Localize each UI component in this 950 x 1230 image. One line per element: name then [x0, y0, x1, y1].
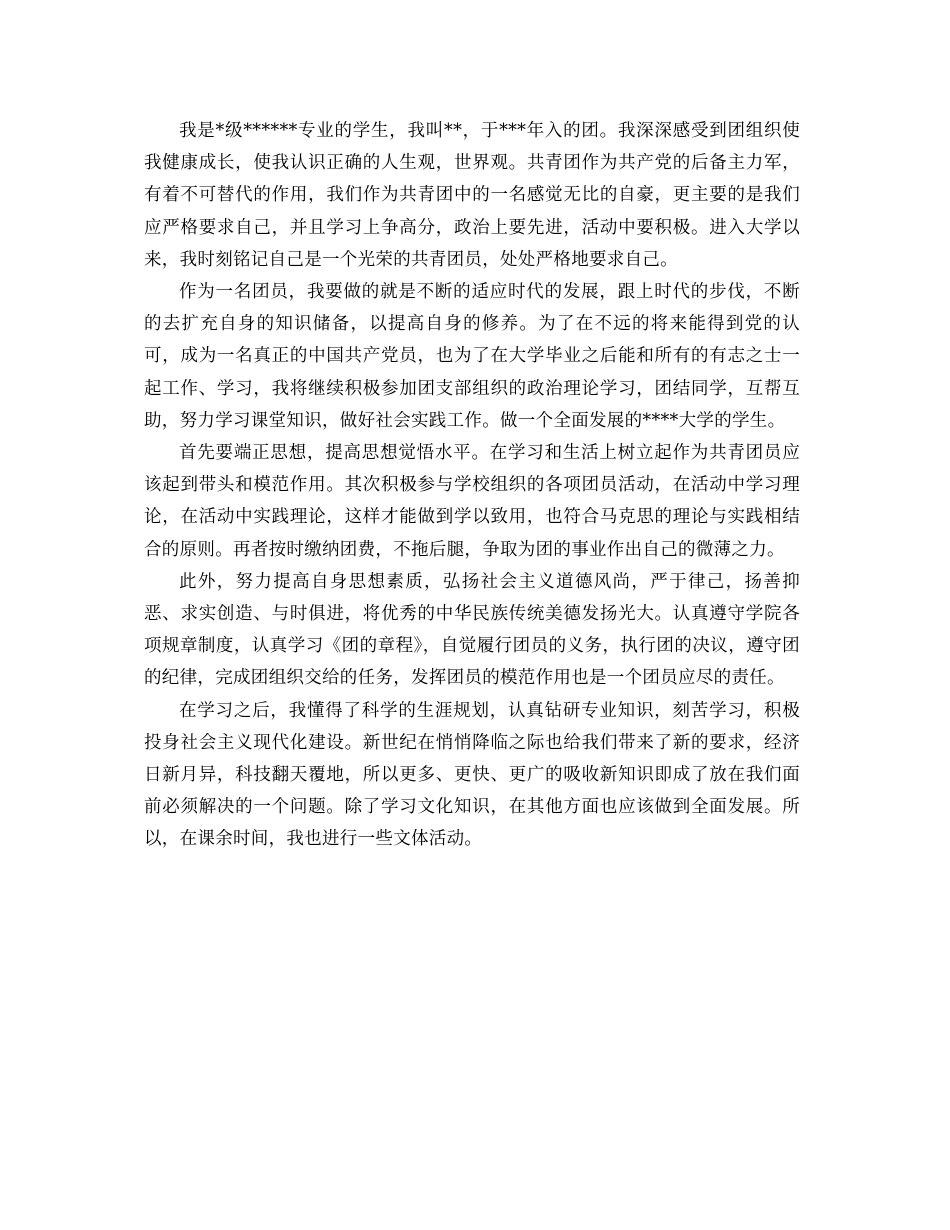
- paragraph-4: 此外，努力提高自身思想素质，弘扬社会主义道德风尚，严于律己，扬善抑恶、求实创造、与时俱进，将优秀的中华民族传统美德发扬光大。认真遵守学院各项规章制度，认真学习《团的章程》，自觉履行团员的义务，执行团的决议，遵守团的纪律，完成团组织交给的任务，发挥团员的模范作用也是一个团员应尽的责任。: [144, 571, 800, 689]
- document-body: [144, 115, 800, 856]
- paragraph-5: 在学习之后，我懂得了科学的生涯规划，认真钻研专业知识，刻苦学习，积极投身社会主义现代化建设。新世纪在悄悄降临之际也给我们带来了新的要求，经济日新月异，科技翻天覆地，所以更多、更快、更广的吸收新知识即成了放在我们面前必须解决的一个问题。除了学习文化知识，在其他方面也应该做到全面发展。所以，在课余时间，我也进行一些文体活动。: [144, 700, 800, 850]
- paragraph-2: 作为一名团员，我要做的就是不断的适应时代的发展，跟上时代的步伐，不断的去扩充自身的知识储备，以提高自身的修养。为了在不远的将来能得到党的认可，成为一名真正的中国共产党员，也为了在大学毕业之后能和所有的有志之士一起工作、学习，我将继续积极参加团支部组织的政治理论学习，团结同学，互帮互助，努力学习课堂知识，做好社会实践工作。做一个全面发展的****大学的学生。: [144, 282, 800, 431]
- paragraph-3: 首先要端正思想，提高思想觉悟水平。在学习和生活上树立起作为共青团员应该起到带头和模范作用。其次积极参与学校组织的各项团员活动，在活动中学习理论，在活动中实践理论，这样才能做到学以致用，也符合马克思的理论与实践相结合的原则。再者按时缴纳团费，不拖后腿，争取为团的事业作出自己的微薄之力。: [144, 443, 800, 560]
- paragraph-1: 我是*级******专业的学生，我叫**，于***年入的团。我深深感受到团组织使我健康成长，使我认识正确的人生观，世界观。共青团作为共产党的后备主力军，有着不可替代的作用，我们作为共青团中的一名感觉无比的自豪，更主要的是我们应严格要求自己，并且学习上争高分，政治上要先进，活动中要积极。进入大学以来，我时刻铭记自己是一个光荣的共青团员，处处严格地要求自己。: [144, 121, 800, 270]
